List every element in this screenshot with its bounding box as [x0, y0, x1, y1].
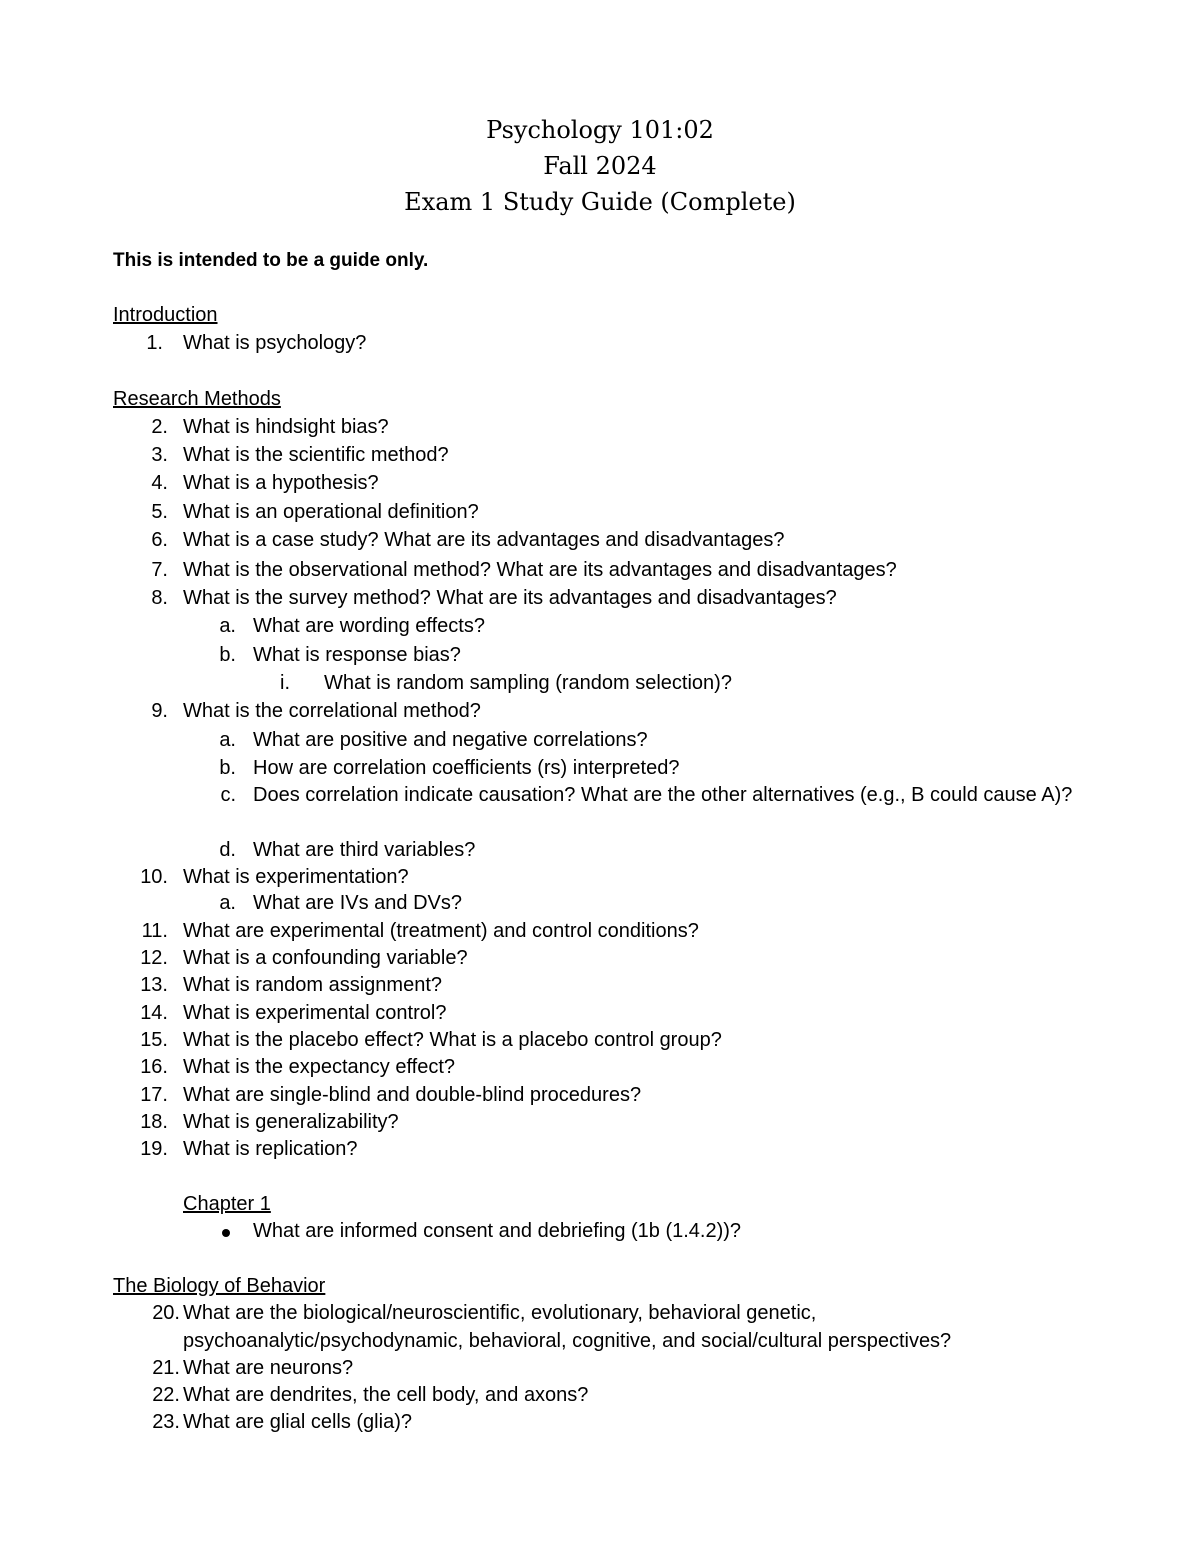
- list-item-text: What is a confounding variable?: [183, 947, 468, 969]
- list-item: [0, 584, 1200, 612]
- list-item-text: What is replication?: [183, 1138, 358, 1160]
- list-marker: 22.: [152, 1384, 180, 1406]
- list-item-text: What is response bias?: [253, 644, 461, 666]
- list-marker: 14.: [140, 1002, 168, 1024]
- list-item: [0, 469, 1200, 497]
- list-marker: 4.: [151, 472, 168, 494]
- disclaimer: This is intended to be a guide only.: [113, 250, 429, 271]
- list-item: [0, 889, 1200, 917]
- list-item-text: What is the scientific method?: [183, 444, 449, 466]
- list-item: [0, 944, 1200, 972]
- list-item-text: What is experimentation?: [183, 866, 409, 888]
- list-item: [0, 612, 1200, 640]
- course-title: Psychology 101:02: [486, 116, 714, 144]
- list-marker: i.: [280, 672, 290, 694]
- list-marker: 13.: [140, 974, 168, 996]
- list-marker: 1.: [146, 332, 163, 354]
- list-marker: 18.: [140, 1111, 168, 1133]
- list-item-text: What are informed consent and debriefing (1b (1.4.2))?: [253, 1220, 742, 1242]
- list-item: [0, 1081, 1200, 1109]
- bullet-icon: [222, 1229, 230, 1237]
- list-marker: 17.: [140, 1084, 168, 1106]
- list-marker: 23.: [152, 1411, 180, 1433]
- list-item: [0, 754, 1200, 782]
- list-marker: 16.: [140, 1056, 168, 1078]
- list-item: [0, 526, 1200, 554]
- list-item-text: What are single-blind and double-blind procedures?: [183, 1084, 642, 1106]
- list-item-text: What are glial cells (glia)?: [183, 1411, 412, 1433]
- list-item-text: What are the biological/neuroscientific, evolutionary, behavioral genetic, psychoanalytic/psychodynamic, behavioral, cognitive, and social/cultural perspectives?: [183, 1302, 952, 1352]
- list-marker: 20.: [152, 1302, 180, 1324]
- list-marker: 8.: [151, 587, 168, 609]
- list-marker: 9.: [151, 700, 168, 722]
- list-item: [0, 441, 1200, 469]
- list-item: [0, 556, 1200, 584]
- list-item-text: What are dendrites, the cell body, and axons?: [183, 1384, 589, 1406]
- list-item: [0, 1135, 1200, 1163]
- list-item: [0, 863, 1200, 891]
- list-item-text: What are positive and negative correlations?: [253, 729, 648, 751]
- list-item-text: What is a case study? What are its advantages and disadvantages?: [183, 529, 785, 551]
- list-marker: 2.: [151, 416, 168, 438]
- list-item: [0, 726, 1200, 754]
- list-item: [0, 1381, 1200, 1409]
- list-item-text: What is the placebo effect? What is a placebo control group?: [183, 1029, 722, 1051]
- list-item: [0, 917, 1200, 945]
- list-item: [0, 1108, 1200, 1136]
- list-marker: 21.: [152, 1357, 180, 1379]
- list-item: [0, 413, 1200, 441]
- list-item: [0, 669, 1200, 697]
- list-marker: 10.: [140, 866, 168, 888]
- list-marker: d.: [219, 839, 236, 861]
- list-item-text: What is an operational definition?: [183, 501, 479, 523]
- list-item-text: What is the correlational method?: [183, 700, 481, 722]
- list-marker: 3.: [151, 444, 168, 466]
- list-marker: a.: [219, 892, 236, 914]
- list-item-text: What is hindsight bias?: [183, 416, 389, 438]
- list-item-text: What are IVs and DVs?: [253, 892, 462, 914]
- list-item-text: How are correlation coefficients (rs) interpreted?: [253, 757, 680, 779]
- list-marker: a.: [219, 729, 236, 751]
- list-marker: 7.: [151, 559, 168, 581]
- list-marker: 11.: [141, 920, 168, 942]
- document-title: [0, 112, 1200, 220]
- list-item-text: What are experimental (treatment) and control conditions?: [183, 920, 699, 942]
- list-item: [0, 781, 1200, 837]
- list-marker: a.: [219, 615, 236, 637]
- list-item-text: What is the survey method? What are its advantages and disadvantages?: [183, 587, 837, 609]
- list-item-text: What is random sampling (random selection)?: [324, 672, 732, 694]
- list-item-text: What are third variables?: [253, 839, 476, 861]
- guide-title: Exam 1 Study Guide (Complete): [404, 188, 796, 216]
- list-item-text: What is random assignment?: [183, 974, 443, 996]
- list-item: [0, 999, 1200, 1027]
- list-item-text: What is the observational method? What are its advantages and disadvantages?: [183, 559, 897, 581]
- list-marker: 12.: [140, 947, 168, 969]
- list-item-text: What is generalizability?: [183, 1111, 399, 1133]
- list-item: [0, 971, 1200, 999]
- list-item: [0, 498, 1200, 526]
- list-marker: 6.: [151, 529, 168, 551]
- section-heading-research-methods: Research Methods: [113, 388, 281, 410]
- list-marker: b.: [219, 757, 236, 779]
- list-marker: 19.: [140, 1138, 168, 1160]
- list-item-text: What is the expectancy effect?: [183, 1056, 456, 1078]
- list-marker: 15.: [140, 1029, 168, 1051]
- list-item: [0, 1299, 1200, 1355]
- list-item-text: What is a hypothesis?: [183, 472, 379, 494]
- list-item: [0, 329, 1200, 357]
- list-item-text: What are wording effects?: [253, 615, 485, 637]
- section-heading-biology-of-behavior: The Biology of Behavior: [113, 1275, 326, 1297]
- list-item: [0, 641, 1200, 669]
- list-item: [0, 697, 1200, 725]
- list-item-text: Does correlation indicate causation? What are the other alternatives (e.g., B could cause A)?: [253, 784, 1073, 806]
- list-item-text: What is psychology?: [183, 332, 367, 354]
- list-item-text: What is experimental control?: [183, 1002, 447, 1024]
- section-heading-introduction: Introduction: [113, 304, 218, 326]
- list-item-text: What are neurons?: [183, 1357, 354, 1379]
- section-heading-chapter-1: Chapter 1: [183, 1193, 271, 1215]
- list-marker: 5.: [151, 501, 168, 523]
- list-item: [0, 1217, 1200, 1245]
- list-item: [0, 1026, 1200, 1054]
- list-item: [0, 1408, 1200, 1436]
- term-title: Fall 2024: [543, 152, 657, 180]
- list-marker: b.: [219, 644, 236, 666]
- list-item: [0, 1053, 1200, 1081]
- list-marker: c.: [220, 784, 236, 806]
- list-item: [0, 836, 1200, 864]
- list-item: [0, 1354, 1200, 1382]
